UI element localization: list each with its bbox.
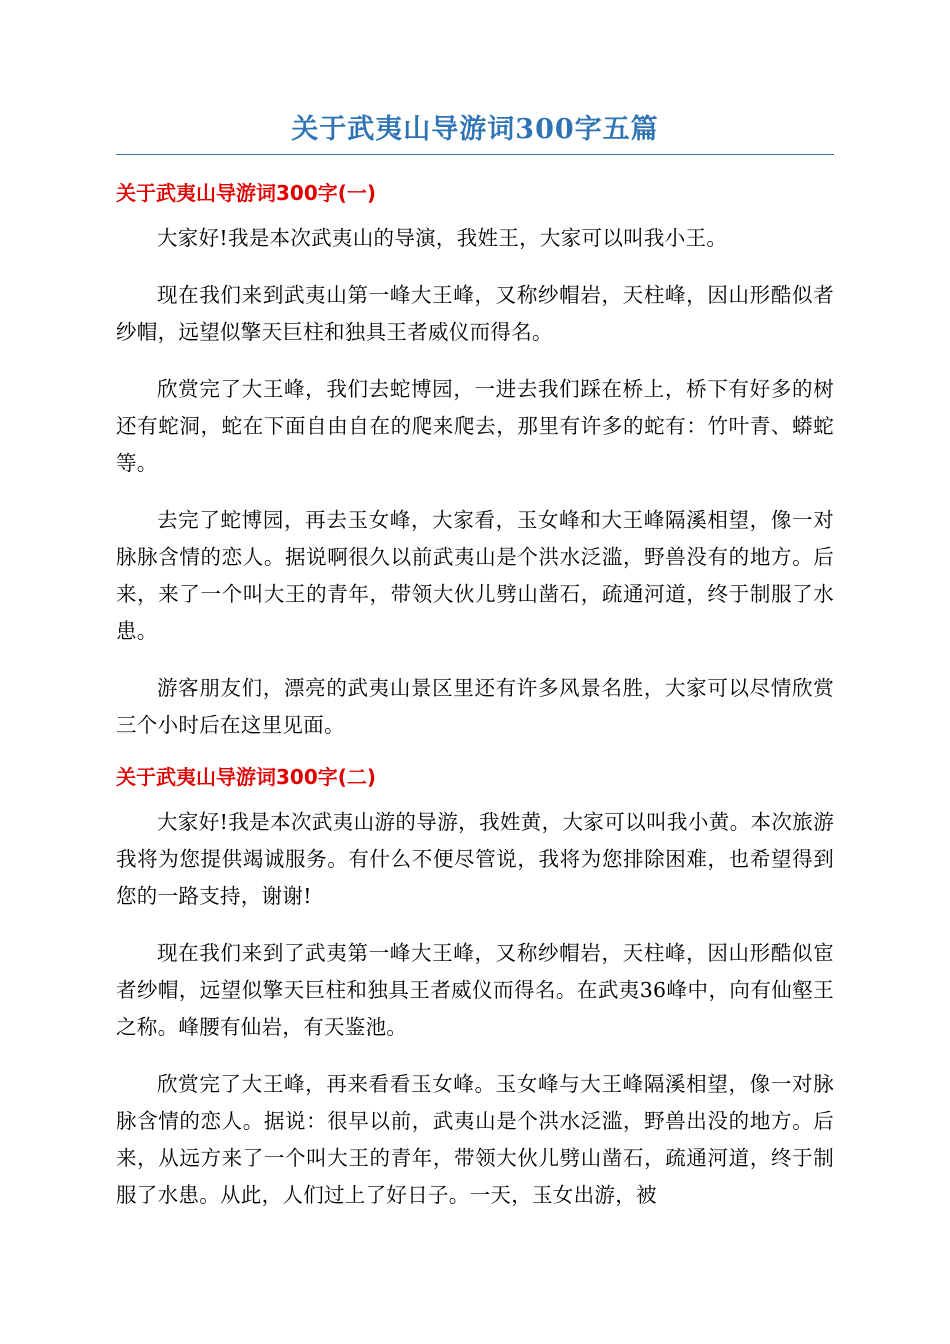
- paragraph: 大家好!我是本次武夷山的导演，我姓王，大家可以叫我小王。: [157, 226, 728, 250]
- section-1: [116, 174, 834, 744]
- section-heading: 关于武夷山导游词300字(一): [116, 181, 377, 205]
- paragraph: 现在我们来到了武夷第一峰大王峰，又称纱帽岩，天柱峰，因山形酷似宦者纱帽，远望似擎天巨柱和独具王者威仪而得名。在武夷36峰中，向有仙壑王之称。峰腰有仙岩，有天鉴池。: [116, 941, 834, 1039]
- document-body: [116, 174, 834, 1234]
- paragraph: 游客朋友们，漂亮的武夷山景区里还有许多风景名胜，大家可以尽情欣赏三个小时后在这里见面。: [116, 676, 834, 737]
- document-title: 关于武夷山导游词300字五篇: [291, 114, 659, 145]
- title-underline: [116, 154, 834, 155]
- paragraph: 欣赏完了大王峰，我们去蛇博园，一进去我们踩在桥上，桥下有好多的树还有蛇洞，蛇在下面自由自在的爬来爬去，那里有许多的蛇有：竹叶青、蟒蛇等。: [116, 377, 834, 475]
- section-2: [116, 758, 834, 1214]
- paragraph: 去完了蛇博园，再去玉女峰，大家看，玉女峰和大王峰隔溪相望，像一对脉脉含情的恋人。据说啊很久以前武夷山是个洪水泛滥，野兽没有的地方。后来，来了一个叫大王的青年，带领大伙儿劈山凿石，疏通河道，终于制服了水患。: [116, 508, 834, 643]
- paragraph: 现在我们来到武夷山第一峰大王峰，又称纱帽岩，天柱峰，因山形酷似者纱帽，远望似擎天巨柱和独具王者威仪而得名。: [116, 283, 834, 344]
- paragraph: 大家好!我是本次武夷山游的导游，我姓黄，大家可以叫我小黄。本次旅游我将为您提供竭诚服务。有什么不便尽管说，我将为您排除困难，也希望得到您的一路支持，谢谢!: [116, 810, 834, 908]
- paragraph: 欣赏完了大王峰，再来看看玉女峰。玉女峰与大王峰隔溪相望，像一对脉脉含情的恋人。据说：很早以前，武夷山是个洪水泛滥，野兽出没的地方。后来，从远方来了一个叫大王的青年，带领大伙儿劈山凿石，疏通河道，终于制服了水患。从此，人们过上了好日子。一天，玉女出游，被: [116, 1072, 834, 1207]
- section-heading: 关于武夷山导游词300字(二): [116, 765, 377, 789]
